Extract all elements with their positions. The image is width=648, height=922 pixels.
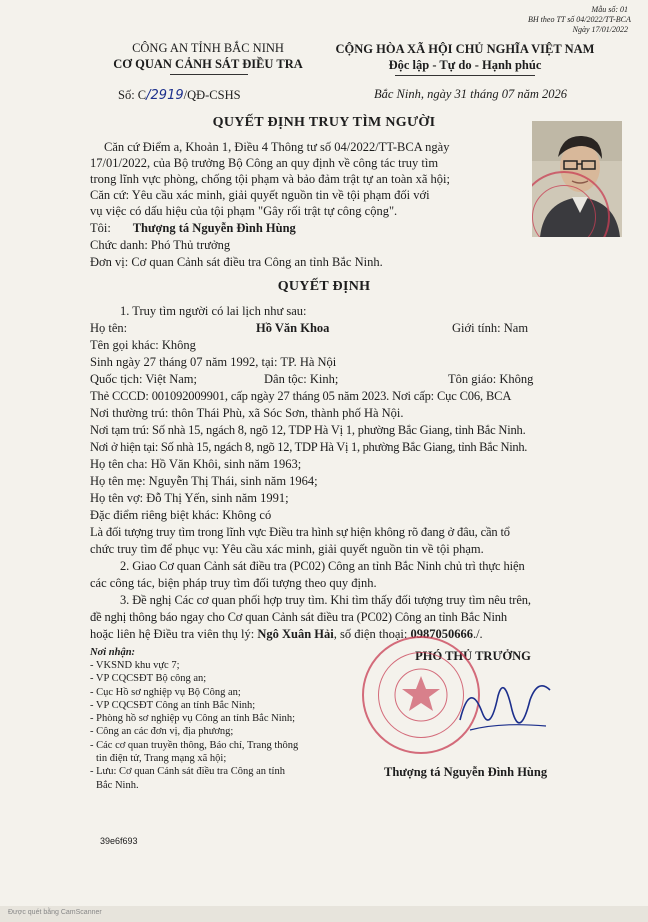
form-info <box>528 5 631 35</box>
person-wife: Họ tên vợ: Đỗ Thị Yến, sinh năm 1991; <box>90 491 289 505</box>
form-info-line3: Ngày 17/01/2022 <box>572 25 628 34</box>
person-features: Đặc điểm riêng biệt khác: Không có <box>90 508 272 522</box>
basis-line4: Căn cứ: Yêu cầu xác minh, giải quyết nguồn tin về tội phạm đối với <box>90 188 430 202</box>
recipient-item: - VKSND khu vực 7; <box>90 660 180 671</box>
item3-contact-end: ./. <box>472 627 483 641</box>
person-mother: Họ tên mẹ: Nguyễn Thị Thái, sinh năm 1964; <box>90 474 318 488</box>
issuer-line <box>90 220 296 236</box>
recipient-item: Bắc Ninh. <box>96 779 139 791</box>
recipient-item: - VP CQCSĐT Công an tỉnh Bắc Ninh; <box>90 699 256 711</box>
motto-underline <box>395 75 535 76</box>
item3-contact-prefix: hoặc liên hệ Điều tra viên thụ lý: <box>90 627 255 641</box>
issuer-position: Chức danh: Phó Thủ trưởng <box>90 238 231 252</box>
decision-heading: QUYẾT ĐỊNH <box>277 279 371 294</box>
doc-number-prefix: Số: C <box>118 88 147 102</box>
basis-line1: Căn cứ Điểm a, Khoản 1, Điều 4 Thông tư số 04/2022/TT-BCA ngày <box>104 140 450 154</box>
signer-role: PHÓ THỦ TRƯỞNG <box>415 649 531 663</box>
person-nationality: Quốc tịch: Việt Nam; <box>90 372 197 386</box>
basis-line3: trong lĩnh vực phòng, chống tội phạm và bảo đảm trật tự an toàn xã hội; <box>90 172 451 186</box>
agency-parent: CÔNG AN TỈNH BẮC NINH <box>132 41 284 55</box>
suspect-photo <box>532 121 622 237</box>
doc-number <box>118 87 241 104</box>
basis-line2: 17/01/2022, của Bộ trưởng Bộ Công an quy định về công tác truy tìm <box>90 156 439 170</box>
person-alias: Tên gọi khác: Không <box>90 338 196 352</box>
basis-line5: vụ việc có dấu hiệu của tội phạm "Gây rối trật tự công cộng". <box>90 204 398 218</box>
form-info-line2: BH theo TT số 04/2022/TT-BCA <box>528 15 631 24</box>
recipient-item: - Lưu: Cơ quan Cảnh sát điều tra Công an tỉnh <box>90 766 285 778</box>
person-reason-line1: Là đối tượng truy tìm trong lĩnh vực Điều tra hình sự hiện không rõ đang ở đâu, cần tổ <box>90 525 510 539</box>
person-religion: Tôn giáo: Không <box>448 372 534 386</box>
doc-number-handwritten: /2919 <box>146 88 184 103</box>
signer-name: Thượng tá Nguyễn Đình Hùng <box>384 765 548 779</box>
person-birth: Sinh ngày 27 tháng 07 năm 1992, tại: TP. Hà Nội <box>90 355 337 369</box>
recipients-heading: Nơi nhận: <box>90 647 136 658</box>
person-name-label: Họ tên: <box>90 321 128 335</box>
form-info-line1: Mẫu số: 01 <box>591 5 628 14</box>
person-name: Hồ Văn Khoa <box>256 321 330 335</box>
person-gender: Giới tính: Nam <box>452 321 529 335</box>
scanner-footer <box>0 906 648 922</box>
scanner-watermark: Được quét bằng CamScanner <box>8 909 102 916</box>
nation-name: CỘNG HÒA XÃ HỘI CHỦ NGHĨA VIỆT NAM <box>335 42 595 56</box>
person-id-card: Thẻ CCCD: 001092009901, cấp ngày 27 tháng 05 năm 2023. Nơi cấp: Cục C06, BCA <box>90 389 512 403</box>
motto: Độc lập - Tự do - Hạnh phúc <box>388 58 542 72</box>
document-title: QUYẾT ĐỊNH TRUY TÌM NGƯỜI <box>212 115 436 130</box>
place-date: Bắc Ninh, ngày 31 tháng 07 năm 2026 <box>374 87 568 101</box>
item3-line1: 3. Đề nghị Các cơ quan phối hợp truy tìm. Khi tìm thấy đối tượng truy tìm nêu trên, <box>120 593 531 607</box>
issuer-label: Tôi: <box>90 221 111 235</box>
person-current-address: Nơi ở hiện tại: Số nhà 15, ngách 8, ngõ 12, TDP Hà Vị 1, phường Bắc Giang, tỉnh Bắc Ninh. <box>90 440 528 454</box>
recipient-item: - Công an các đơn vị, địa phương; <box>90 726 234 738</box>
recipient-item: - VP CQCSĐT Bộ công an; <box>90 673 207 685</box>
item3-contact-mid: , số điện thoại: <box>333 627 408 641</box>
issuer-unit: Đơn vị: Cơ quan Cảnh sát điều tra Công an tỉnh Bắc Ninh. <box>90 255 383 269</box>
recipient-item: - Phòng hồ sơ nghiệp vụ Công an tỉnh Bắc Ninh; <box>90 713 296 725</box>
item3-line2: đề nghị thông báo ngay cho Cơ quan Cảnh sát điều tra (PC02) Công an tỉnh Bắc Ninh <box>90 610 507 624</box>
agency-name: CƠ QUAN CẢNH SÁT ĐIỀU TRA <box>113 57 303 71</box>
handwritten-signature <box>450 660 560 755</box>
document-code: 39e6f693 <box>100 836 138 846</box>
person-father: Họ tên cha: Hồ Văn Khôi, sinh năm 1963; <box>90 457 302 471</box>
item2-line1: 2. Giao Cơ quan Cảnh sát điều tra (PC02) Công an tỉnh Bắc Ninh chủ trì thực hiện <box>120 559 525 573</box>
person-permanent-address: Nơi thường trú: thôn Thái Phù, xã Sóc Sơn, thành phố Hà Nội. <box>90 406 404 420</box>
agency-underline <box>170 74 248 75</box>
doc-number-suffix: /QĐ-CSHS <box>183 88 241 102</box>
person-temporary-address: Nơi tạm trú: Số nhà 15, ngách 8, ngõ 12, TDP Hà Vị 1, phường Bắc Giang, tỉnh Bắc Ninh. <box>90 423 526 437</box>
recipients-list <box>90 659 298 792</box>
investigator-phone: 0987050666 <box>410 627 473 641</box>
recipient-item: - Cục Hồ sơ nghiệp vụ Bộ Công an; <box>90 686 241 698</box>
investigator-name: Ngô Xuân Hải <box>257 627 334 641</box>
recipient-item: - Các cơ quan truyền thông, Báo chí, Trang thông <box>90 739 299 751</box>
recipient-item: tin điện tử, Trang mạng xã hội; <box>96 753 227 765</box>
person-reason-line2: chức truy tìm để phục vụ: Yêu cầu xác minh, giải quyết nguồn tin về tội phạm. <box>90 542 484 556</box>
person-ethnicity: Dân tộc: Kinh; <box>264 372 339 386</box>
item1-heading: 1. Truy tìm người có lai lịch như sau: <box>120 304 307 318</box>
issuer-name: Thượng tá Nguyễn Đình Hùng <box>132 221 296 235</box>
item2-line2: các công tác, biện pháp truy tìm đối tượng theo quy định. <box>90 576 377 590</box>
